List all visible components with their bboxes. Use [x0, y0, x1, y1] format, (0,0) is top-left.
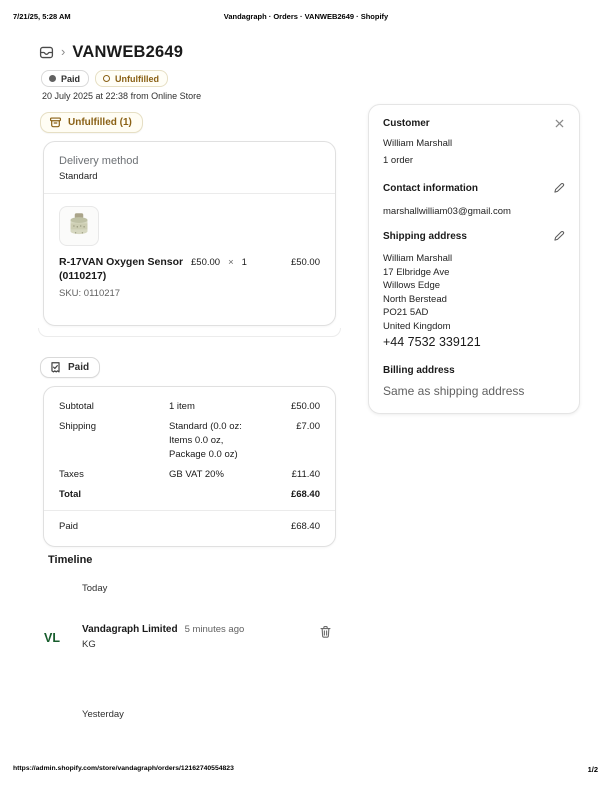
fulfillment-card [43, 141, 336, 326]
taxes-amount: £11.40 [291, 469, 320, 480]
delete-icon[interactable] [319, 625, 332, 644]
paid-section-badge [40, 357, 100, 378]
timeline-section [38, 552, 348, 732]
avatar: VL [44, 631, 60, 645]
unfulfilled-section-badge [40, 112, 143, 133]
total-row [59, 488, 320, 502]
taxes-label: Taxes [59, 469, 84, 480]
edit-contact-icon[interactable] [553, 182, 565, 194]
billing-address-value: Same as shipping address [383, 384, 525, 398]
close-icon[interactable] [554, 118, 565, 129]
product-info [59, 256, 187, 299]
subtotal-row [59, 400, 320, 414]
package-icon [49, 116, 62, 129]
shipping-label: Shipping [59, 421, 96, 432]
product-title[interactable]: R-17VAN Oxygen Sensor (0110217) [59, 256, 184, 282]
subtotal-amount: £50.00 [290, 401, 320, 412]
paid-status-badge [41, 70, 89, 87]
orders-icon[interactable] [39, 45, 54, 60]
totals-divider [44, 510, 335, 511]
product-sku: SKU: 0110217 [59, 288, 121, 299]
order-number: VANWEB2649 [72, 43, 184, 61]
shipping-detail: Standard (0.0 oz: Items 0.0 oz, Package 0.0 oz) [169, 421, 242, 460]
timeline-event [82, 624, 244, 650]
receipt-check-icon [49, 361, 62, 374]
page-number: 1/2 [587, 765, 598, 774]
billing-address-label: Billing address [383, 365, 455, 376]
line-total: £50.00 [290, 257, 320, 268]
contact-info-label: Contact information [383, 182, 478, 194]
quantity: 1 [241, 257, 247, 268]
taxes-row [59, 468, 320, 482]
unfulfilled-status-label: Unfulfilled [115, 73, 160, 84]
print-url: https://admin.shopify.com/store/vandagraph/orders/12162740554823 [13, 765, 234, 772]
order-header [39, 43, 183, 62]
shipping-address-label: Shipping address [383, 230, 467, 242]
order-main-column [38, 112, 341, 547]
event-note: KG [82, 639, 96, 650]
total-amount: £68.40 [290, 489, 320, 500]
product-image[interactable] [59, 206, 99, 246]
address-line: William Marshall [383, 253, 453, 264]
customer-phone: +44 7532 339121 [383, 335, 481, 349]
multiply-sign: × [228, 257, 234, 268]
timeline-yesterday-label: Yesterday [82, 709, 124, 720]
print-title: Vandagraph · Orders · VANWEB2649 · Shopify [223, 12, 389, 21]
address-line: Willows Edge [383, 280, 441, 291]
customer-orders-count: 1 order [383, 155, 414, 166]
paid-amount: £68.40 [290, 521, 320, 532]
delivery-method-value: Standard [59, 171, 98, 182]
chevron-right-icon: › [61, 44, 66, 59]
unit-price: £50.00 [191, 257, 221, 268]
filled-dot-icon [49, 75, 56, 82]
card-stack-edge [38, 328, 341, 337]
taxes-detail: GB VAT 20% [169, 469, 224, 480]
subtotal-label: Subtotal [59, 401, 94, 412]
customer-name[interactable]: William Marshall [383, 138, 453, 149]
event-timestamp: 5 minutes ago [184, 624, 245, 635]
payment-card [43, 386, 336, 547]
paid-status-label: Paid [61, 73, 81, 84]
line-item-section [44, 194, 335, 325]
event-author: Vandagraph Limited [82, 624, 178, 635]
address-line: United Kingdom [383, 320, 451, 332]
shipping-amount: £7.00 [296, 421, 320, 432]
print-datetime: 7/21/25, 5:28 AM [13, 12, 71, 21]
address-line: PO21 5AD [383, 307, 429, 318]
unfulfilled-status-badge [95, 70, 168, 87]
total-label: Total [59, 489, 81, 500]
timeline-today-label: Today [82, 583, 108, 594]
status-badges [41, 70, 168, 87]
customer-label: Customer [383, 118, 430, 129]
subtotal-detail: 1 item [169, 401, 195, 412]
paid-section-label: Paid [68, 362, 90, 373]
timeline-title: Timeline [48, 554, 93, 566]
delivery-method-section [44, 142, 335, 193]
line-item-row [59, 256, 320, 299]
paid-row [59, 520, 320, 534]
shipping-row [59, 420, 320, 462]
unfulfilled-section-label: Unfulfilled (1) [68, 117, 132, 128]
address-line: 17 Elbridge Ave [383, 266, 450, 278]
edit-shipping-icon[interactable] [553, 230, 565, 242]
order-date: 20 July 2025 at 22:38 from Online Store [42, 91, 202, 101]
address-line: North Berstead [383, 293, 447, 305]
price-quantity [191, 256, 256, 268]
customer-email[interactable]: marshallwilliam03@gmail.com [383, 206, 511, 217]
open-circle-icon [103, 75, 110, 82]
customer-card [368, 104, 580, 414]
paid-label: Paid [59, 521, 79, 532]
shipping-address-block [383, 252, 565, 333]
delivery-method-label: Delivery method [59, 155, 139, 167]
